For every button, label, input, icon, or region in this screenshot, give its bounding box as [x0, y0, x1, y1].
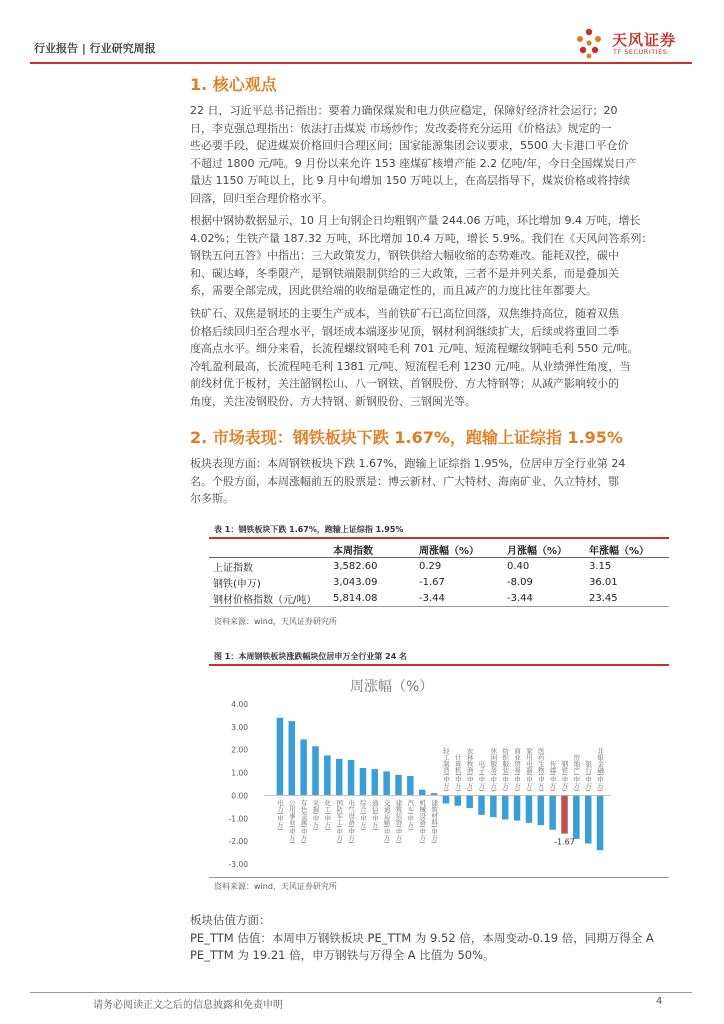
section2-paragraph — [190, 455, 670, 508]
x-tick-label: 电气设备(申万) — [347, 799, 356, 844]
report-category: 行业报告 | 行业研究周报 — [34, 42, 156, 55]
chart-bar — [312, 746, 319, 795]
chart-bar — [324, 755, 331, 795]
x-tick-label: 建筑装饰(申万) — [394, 799, 403, 844]
header-divider — [30, 62, 692, 64]
y-tick-label: 3.00 — [231, 722, 248, 732]
valuation-heading: 板块估值方面： — [190, 913, 271, 927]
table1-caption: 表 1：钢铁板块下跌 1.67%，跑输上证综指 1.95% — [214, 525, 404, 534]
text-line: 根据中钢协数据显示，10 月上旬钢企日均粗钢产量 244.06 万吨，环比增加 9.4 万吨，增长 — [190, 214, 641, 227]
section1-paragraph-2 — [190, 212, 670, 300]
valuation-section — [190, 912, 670, 965]
text-line: 角度，关注凌钢股份、方大特钢、新钢股份、三钢闽光等。 — [190, 394, 476, 408]
y-tick-label: -3.00 — [228, 860, 248, 869]
table-cell: 0.40 — [507, 560, 530, 572]
text-line: 4.02%；生铁产量 187.32 万吨，环比增加 10.4 万吨，增长 5.9%。我们在《天风问答系列： — [190, 231, 653, 245]
table1-source: 资料来源：wind，天风证券研究所 — [214, 617, 337, 626]
table-cell: 3,582.60 — [333, 560, 378, 572]
text-line: 日，李克强总理指出：依法打击煤炭 市场炒作；发改委将充分运用《价格法》规定的一 — [190, 121, 612, 135]
logo-name-cn: 天风证券 — [612, 31, 677, 49]
x-tick-label: 纺织服装(申万) — [501, 747, 510, 792]
table-cell: -1.67 — [419, 576, 445, 588]
x-tick-label: 钢铁(申万) — [560, 760, 569, 792]
section2-title: 2. 市场表现：钢铁板块下跌 1.67%，跑输上证综指 1.95% — [190, 428, 623, 447]
x-tick-label: 有色金属(申万) — [299, 799, 308, 844]
table-cell: 钢铁(申万) — [213, 578, 261, 590]
chart-bar — [277, 718, 284, 796]
text-line: 价格后续回归至合理水平，钢坯成本端逐步见顶，钢材利润继续扩大，后续或将重回二季 — [190, 324, 619, 338]
table-cell: -8.09 — [507, 576, 533, 588]
table-cell: 上证指数 — [213, 562, 253, 574]
market-table — [209, 541, 669, 607]
page-number: 4 — [656, 996, 663, 1007]
x-tick-label: 农林牧渔(申万) — [465, 747, 474, 792]
table1-top-rule — [209, 537, 669, 539]
x-tick-label: 化工(申万) — [323, 799, 332, 831]
chart-bar — [372, 769, 379, 795]
table-header: 周涨幅（%） — [419, 541, 507, 558]
table-cell: 5,814.08 — [333, 590, 419, 607]
table-header: 本周指数 — [333, 541, 419, 558]
y-tick-label: 4.00 — [231, 700, 248, 709]
x-tick-label: 房地产(申万) — [572, 753, 581, 792]
chart-bar — [561, 795, 568, 833]
x-tick-label: 综合(申万) — [358, 799, 367, 831]
table-header-row — [209, 541, 669, 558]
x-tick-label: 公用事业(申万) — [287, 799, 296, 844]
chart-title: 周涨幅（%） — [350, 679, 434, 695]
chart-bar — [443, 795, 450, 803]
chart-bar — [526, 795, 533, 822]
x-tick-label: 计算机(申万) — [453, 753, 462, 792]
x-tick-label: 休闲服务(申万) — [489, 747, 498, 792]
text-line: 板块表现方面：本周钢铁板块下跌 1.67%，跑输上证综指 1.95%，位居申万全行业第 24 — [190, 457, 626, 470]
table-cell: 3.15 — [589, 560, 612, 572]
chart-bar — [478, 795, 485, 814]
text-line: 不超过 1800 元/吨。9 月份以来允许 153 座煤矿核增产能 2.2 亿吨/年，今日全国煤炭日产 — [190, 156, 637, 170]
figure1-bottom-rule — [209, 877, 669, 878]
chart-bar — [490, 795, 497, 817]
chart-bar — [348, 760, 355, 795]
section1-paragraph-3 — [190, 305, 670, 410]
chart-bar — [573, 795, 580, 838]
figure1-source: 资料来源：wind，天风证券研究所 — [214, 882, 337, 891]
chart-bar — [597, 795, 604, 850]
chart-bar — [466, 795, 473, 808]
text-line: 系，需要全部完成，因此供给端的收缩是确定性的，而且减产的力度比往年都要大。 — [190, 284, 597, 297]
table-cell: 23.45 — [589, 590, 669, 607]
x-tick-label: 传媒(申万) — [548, 760, 557, 792]
table-row — [209, 590, 669, 607]
chart-bar — [419, 790, 426, 796]
logo-icon — [572, 26, 606, 60]
chart-bar — [538, 795, 545, 825]
table-header — [209, 541, 333, 558]
table-header: 年涨幅（%） — [589, 541, 669, 558]
figure1-caption: 图 1：本周钢铁板块涨跌幅块位居申万全行业第 24 名 — [214, 652, 408, 661]
x-tick-label: 家用电器(申万) — [524, 747, 533, 792]
x-tick-label: 汽车(申万) — [406, 799, 415, 831]
chart-bar — [502, 795, 509, 819]
table-cell: 3,043.09 — [333, 576, 378, 588]
chart-bar — [585, 795, 592, 843]
text-line: 尔多斯。 — [190, 492, 234, 505]
text-line: 和、碳达峰，冬季限产，是钢铁端限制供给的三大政策，三者不是并列关系，而是叠加关 — [190, 266, 619, 280]
x-tick-label: 电力(申万) — [275, 799, 284, 831]
x-tick-label: 采掘(申万) — [311, 799, 320, 831]
x-tick-label: 国防军工(申万) — [335, 799, 344, 844]
chart-bar — [395, 775, 402, 796]
table-cell: -3.44 — [419, 590, 507, 607]
chart-bar — [360, 768, 367, 795]
table-cell: 0.29 — [419, 560, 442, 572]
x-tick-label: 银行(申万) — [584, 760, 593, 792]
industry-return-chart — [214, 666, 664, 876]
table-row — [209, 574, 669, 590]
y-tick-label: 0.00 — [231, 791, 248, 801]
y-tick-label: 1.00 — [231, 768, 248, 778]
chart-bar — [407, 776, 414, 795]
table-cell: 钢材价格指数（元/吨） — [209, 590, 333, 607]
table-row — [209, 558, 669, 575]
chart-bar — [289, 721, 296, 795]
table-header: 月涨幅（%） — [507, 541, 589, 558]
chart-bar — [549, 795, 556, 829]
table-cell: -3.44 — [507, 590, 589, 607]
text-line: 22 日，习近平总书记指出：要着力确保煤炭和电力供应稳定，保障好经济社会运行；20 — [190, 104, 618, 117]
data-label: -1.67 — [554, 837, 575, 847]
y-tick-label: -2.00 — [228, 837, 248, 847]
text-line: PE_TTM 估值：本周申万钢铁板块 PE_TTM 为 9.52 倍，本周变动-0.19 倍，同期万得全 A — [190, 930, 654, 945]
text-line: 量达 1150 万吨以上，比 9 月中旬增加 150 万吨以上，在高层指导下，煤炭价格或将持续 — [190, 174, 630, 187]
x-tick-label: 商业贸易(申万) — [513, 747, 522, 792]
x-tick-label: 建筑材料(申万) — [430, 799, 439, 844]
text-line: 回落，回归至合理价格水平。 — [190, 191, 333, 205]
x-tick-label: 机械设备(申万) — [418, 799, 427, 844]
text-line: 前线材优于板材，关注韶钢松山、八一钢铁、首钢股份、方大特钢等；从减产影响较小的 — [190, 377, 619, 390]
chart-bar — [300, 739, 307, 795]
text-line: 铁矿石、双焦是钢坯的主要生产成本，当前铁矿石已高位回落，双焦维持高位，随着双焦 — [190, 307, 619, 320]
footer-disclaimer: 请务必阅读正文之后的信息披露和免责申明 — [93, 1000, 283, 1011]
logo-name-en: TF SECURITIES — [613, 48, 668, 56]
text-line: 钢铁五问五答》中指出：三大政策发力，钢铁供给大幅收缩的态势难改。能耗双控，碳中 — [190, 249, 619, 262]
x-tick-label: 交通运输(申万) — [382, 799, 391, 844]
table-cell: 36.01 — [589, 576, 618, 588]
chart-bar — [383, 771, 390, 795]
text-line: 些必要手段，促进煤炭价格回归合理区间；国家能源集团会议要求，5500 大卡港口平仓价 — [190, 139, 629, 152]
chart-bar — [514, 795, 521, 820]
y-tick-label: -1.00 — [228, 814, 248, 824]
section1-title: 1. 核心观点 — [190, 75, 277, 94]
y-tick-label: 2.00 — [231, 745, 248, 755]
section1-paragraph-1 — [190, 102, 670, 207]
text-line: 名。个股方面，本周涨幅前五的股票是：博云新材、广大特材、海南矿业、久立特材、鄂 — [190, 474, 619, 488]
text-line: PE_TTM 为 19.21 倍，申万钢铁与万得全 A 比值为 50%。 — [190, 948, 495, 962]
x-tick-label: 电子(申万) — [477, 760, 486, 792]
x-tick-label: 非银金融(申万) — [596, 747, 605, 792]
x-tick-label: 通信(申万) — [370, 799, 379, 831]
text-line: 度高点水平。细分来看，长流程螺纹钢吨毛利 701 元/吨、短流程螺纹钢吨毛利 550 元/吨。 — [190, 342, 639, 355]
text-line: 冷轧盈利最高，长流程吨毛利 1381 元/吨、短流程毛利 1230 元/吨。从业绩弹性角度，当 — [190, 359, 631, 373]
x-tick-label: 轻工制造(申万) — [441, 747, 450, 792]
brand-logo — [572, 26, 702, 60]
chart-bar — [455, 795, 462, 805]
chart-bar — [336, 759, 343, 796]
footer-divider — [30, 992, 692, 993]
x-tick-label: 医药生物(申万) — [536, 747, 545, 792]
